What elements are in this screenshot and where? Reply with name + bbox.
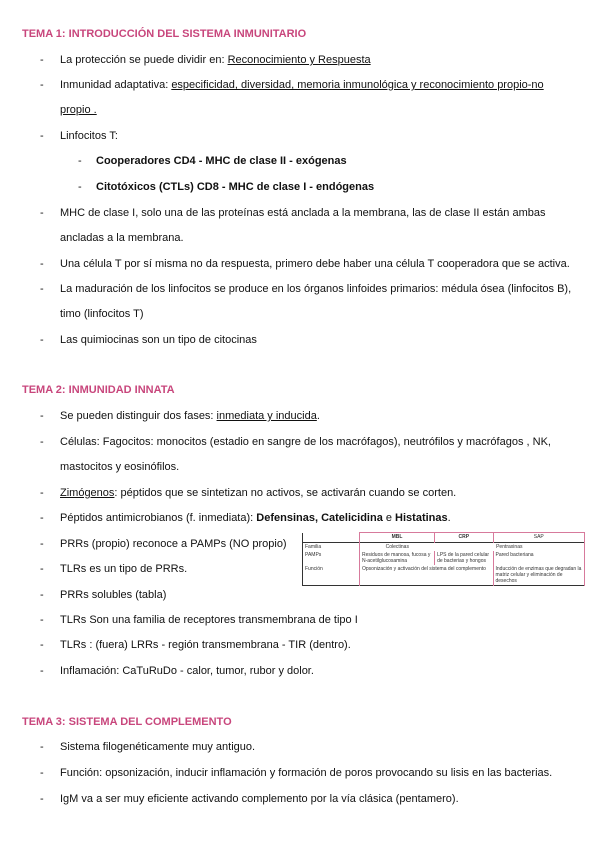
bullet-dash: - (40, 130, 44, 142)
underlined-text: Reconocimiento y Respuesta (227, 54, 371, 66)
bullet-dash: - (40, 79, 44, 91)
bold-text: Defensinas, Catelicidina (256, 512, 383, 524)
bullet-dash: - (40, 538, 44, 550)
bullet-dash: - (40, 283, 44, 295)
list-item (60, 409, 320, 423)
sub-list-item: Citotóxicos (CTLs) CD8 - MHC de clase I - endógenas (96, 181, 375, 193)
bullet-dash: - (40, 767, 44, 779)
bullet-dash: - (40, 589, 44, 601)
list-item-cont: timo (linfocitos T) (60, 308, 144, 320)
underlined-text: inmediata y inducida (216, 410, 317, 422)
bullet-dash: - (40, 487, 44, 499)
underlined-text: propio . (60, 104, 97, 116)
table-cell: Familia (303, 543, 360, 552)
text: Inmunidad adaptativa: (60, 79, 172, 91)
sub-list-item: Cooperadores CD4 - MHC de clase II - exógenas (96, 155, 347, 167)
table-cell: Pared bacteriana (493, 551, 585, 565)
table-cell (303, 533, 360, 543)
table-cell: Función (303, 565, 360, 586)
bullet-dash: - (40, 741, 44, 753)
table-header: SAP (493, 533, 585, 543)
list-item: Las quimiocinas son un tipo de citocinas (60, 334, 257, 346)
list-item (60, 78, 544, 92)
list-item (60, 511, 451, 525)
list-item: TLRs es un tipo de PRRs. (60, 563, 188, 575)
table-cell: Colectinas (360, 543, 435, 552)
bullet-dash: - (40, 639, 44, 651)
list-item-cont (60, 103, 97, 117)
list-item-cont: ancladas a la membrana. (60, 232, 184, 244)
bullet-dash: - (40, 334, 44, 346)
heading-tema-1: TEMA 1: INTRODUCCIÓN DEL SISTEMA INMUNITARIO (22, 28, 307, 40)
list-item: Una célula T por sí misma no da respuesta, primero debe haber una célula T cooperadora que se activa. (60, 258, 570, 270)
bullet-dash: - (40, 665, 44, 677)
list-item-cont: mastocitos y eosinófilos. (60, 461, 180, 473)
table-cell: LPS de la pared celular de bacterias y hongos (435, 551, 493, 565)
bold-text: Histatinas (395, 512, 448, 524)
table-header: MBL (360, 533, 435, 543)
bullet-dash: - (40, 563, 44, 575)
bullet-dash: - (40, 614, 44, 626)
list-item: Inflamación: CaTuRuDo - calor, tumor, rubor y dolor. (60, 665, 314, 677)
text: . (316, 410, 320, 422)
heading-tema-2: TEMA 2: INMUNIDAD INNATA (22, 384, 175, 396)
text: . (447, 512, 451, 524)
bullet-dash: - (40, 410, 44, 422)
list-item: PRRs solubles (tabla) (60, 589, 167, 601)
text: Se pueden distinguir dos fases: (60, 410, 217, 422)
table-cell: Residuos de manosa, fucosa y N-acetilglucosamina (360, 551, 435, 565)
underlined-text: especificidad, diversidad, memoria inmunológica y reconocimiento propio-no (171, 79, 544, 91)
list-item: Linfocitos T: (60, 130, 118, 142)
bullet-dash: - (40, 436, 44, 448)
list-item: La maduración de los linfocitos se produce en los órganos linfoides primarios: médula ósea (linfocitos B), (60, 283, 572, 295)
list-item: MHC de clase I, solo una de las proteínas está anclada a la membrana, las de clase II están ambas (60, 207, 546, 219)
heading-tema-3: TEMA 3: SISTEMA DEL COMPLEMENTO (22, 716, 232, 728)
list-item: IgM va a ser muy eficiente activando complemento por la vía clásica (pentamero). (60, 793, 459, 805)
list-item: TLRs : (fuera) LRRs - región transmembrana - TIR (dentro). (60, 639, 351, 651)
prr-table (302, 532, 585, 586)
bullet-dash: - (40, 258, 44, 270)
list-item: PRRs (propio) reconoce a PAMPs (NO propio) (60, 538, 287, 550)
table-cell: Inducción de enzimas que degradan la matriz celular y eliminación de desechos (493, 565, 585, 586)
table-cell: PAMPs (303, 551, 360, 565)
text: e (382, 512, 396, 524)
bullet-dash: - (40, 54, 44, 66)
bullet-dash: - (40, 207, 44, 219)
table-cell: Pentraxinas (435, 543, 585, 552)
table-header: CRP (435, 533, 493, 543)
bullet-dash: - (40, 512, 44, 524)
text: La protección se puede dividir en: (60, 54, 228, 66)
bullet-dash: - (78, 155, 82, 167)
underlined-text: Zimógenos (60, 487, 115, 499)
text: : péptidos que se sintetizan no activos, se activarán cuando se corten. (114, 487, 457, 499)
list-item: Función: opsonización, inducir inflamación y formación de poros provocando su lisis en las bacterias. (60, 767, 553, 779)
table-cell: Opsonización y activación del sistema del complemento (360, 565, 494, 586)
list-item (60, 486, 456, 500)
list-item: TLRs Son una familia de receptores transmembrana de tipo I (60, 614, 358, 626)
bullet-dash: - (78, 181, 82, 193)
list-item (60, 53, 371, 67)
bullet-dash: - (40, 793, 44, 805)
text: Péptidos antimicrobianos (f. inmediata): (60, 512, 257, 524)
list-item: Células: Fagocitos: monocitos (estadio en sangre de los macrófagos), neutrófilos y macrófagos , NK, (60, 436, 551, 448)
list-item: Sistema filogenéticamente muy antiguo. (60, 741, 256, 753)
